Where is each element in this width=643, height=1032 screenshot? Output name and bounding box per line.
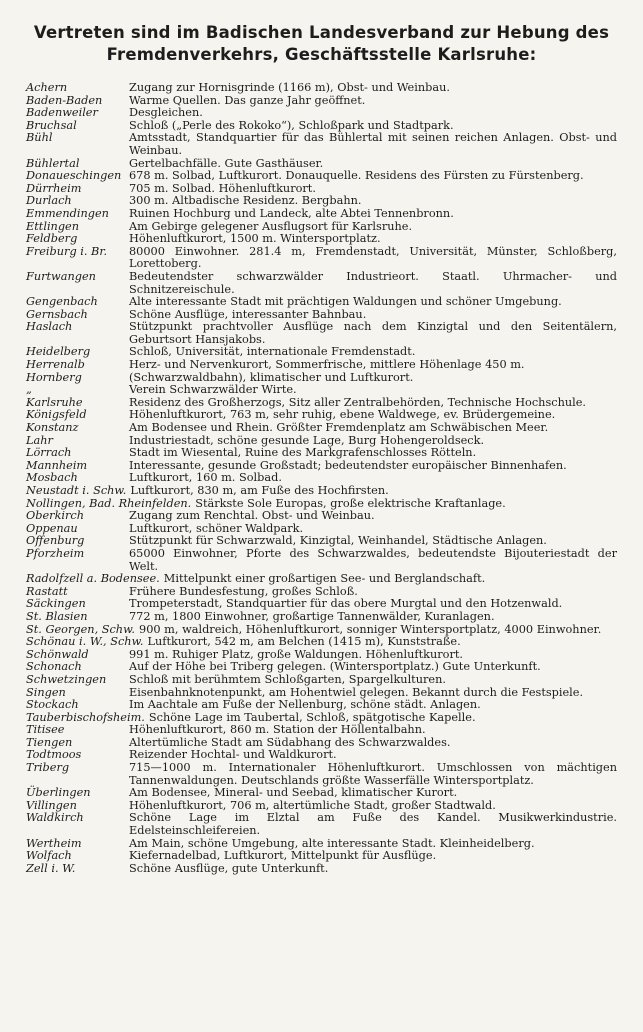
- list-item: [26, 674, 617, 687]
- place-description: Am Bodensee und Rhein. Größter Fremdenplatz am Schwäbischen Meer.: [129, 421, 549, 435]
- place-name: Lörrach: [26, 446, 72, 460]
- place-name: Furtwangen: [26, 269, 96, 283]
- place-name: Lahr: [26, 433, 53, 447]
- place-name: Konstanz: [26, 421, 79, 435]
- place-description: Frühere Bundesfestung, großes Schloß.: [129, 584, 358, 598]
- place-name: Pforzheim: [26, 546, 85, 560]
- list-item: [26, 132, 617, 157]
- place-description: Mittelpunkt einer großartigen See- und Berglandschaft.: [163, 572, 486, 586]
- place-name: Bruchsal: [26, 118, 77, 132]
- place-description: Warme Quellen. Das ganze Jahr geöffnet.: [129, 93, 366, 107]
- place-name: Bühl: [26, 131, 53, 145]
- place-name: Bühlertal: [26, 156, 80, 170]
- place-name: Singen: [26, 685, 66, 699]
- place-name: Schönau i. W., Schw.: [26, 635, 144, 649]
- place-description: 65000 Einwohner, Pforte des Schwarzwaldes, bedeutendste Bijouteriestadt der Welt.: [129, 546, 617, 573]
- place-description: Altertümliche Stadt am Südabhang des Schwarzwaldes.: [129, 735, 451, 749]
- places-list: [26, 82, 617, 875]
- place-description: 991 m. Ruhiger Platz, große Waldungen. Höhenluftkurort.: [129, 647, 463, 661]
- place-name: Feldberg: [26, 232, 78, 246]
- place-name: St. Blasien: [26, 609, 88, 623]
- place-description: Herz- und Nervenkurort, Sommerfrische, mittlere Höhenlage 450 m.: [129, 358, 525, 372]
- place-description: Luftkurort, 830 m, am Fuße des Hochfirsten.: [130, 484, 389, 497]
- place-description: 80000 Einwohner. 281.4 m, Fremdenstadt, Universität, Münster, Schloßberg, Lorettoberg.: [129, 244, 617, 271]
- place-description: 300 m. Altbadische Residenz. Bergbahn.: [129, 194, 362, 208]
- place-name: Haslach: [26, 320, 73, 334]
- place-name: Titisee: [26, 723, 65, 737]
- place-description: Stärkste Sole Europas, große elektrische Kraftanlage.: [195, 496, 506, 510]
- place-name: Gengenbach: [26, 295, 98, 309]
- place-name: Badenweiler: [26, 106, 98, 120]
- place-name: Todtmoos: [26, 748, 82, 762]
- place-name: Mosbach: [26, 471, 78, 485]
- place-description: Zugang zur Hornisgrinde (1166 m), Obst- und Weinbau.: [129, 81, 450, 94]
- place-description: Luftkurort, schöner Waldpark.: [129, 521, 304, 535]
- place-description: Residenz des Großherzogs, Sitz aller Zentralbehörden, Technische Hochschule.: [129, 395, 587, 409]
- place-name: Schönwald: [26, 647, 89, 661]
- list-item: [26, 548, 617, 573]
- place-name: Oppenau: [26, 521, 78, 535]
- place-description: 678 m. Solbad, Luftkurort. Donauquelle. Residens des Fürsten zu Fürstenberg.: [129, 169, 584, 183]
- place-name: Säckingen: [26, 597, 86, 611]
- place-description: 900 m, waldreich, Höhenluftkurort, sonniger Wintersportplatz, 4000 Einwohner.: [139, 622, 602, 636]
- place-name: Nollingen, Bad. Rheinfelden.: [26, 496, 192, 510]
- list-item: [26, 372, 617, 385]
- list-item: [26, 699, 617, 712]
- place-description: Stützpunkt für Schwarzwald, Kinzigtal, Weinhandel, Städtische Anlagen.: [129, 534, 547, 548]
- page-heading: [26, 22, 617, 66]
- heading-line-1: Vertreten sind im Badischen Landesverband zur Hebung des: [33, 23, 610, 42]
- place-description: (Schwarzwaldbahn), klimatischer und Luftkurort.: [129, 370, 414, 384]
- place-description: Auf der Höhe bei Triberg gelegen. (Wintersportplatz.) Gute Unterkunft.: [129, 660, 541, 674]
- place-description: Bedeutendster schwarzwälder Industrieort. Staatl. Uhrmacher- und Schnitzereischule.: [129, 269, 617, 296]
- place-description: 705 m. Solbad. Höhenluftkurort.: [129, 181, 316, 195]
- place-description: Schöne Lage im Elztal am Fuße des Kandel. Musikwerkindustrie. Edelsteinschleifereien.: [129, 811, 617, 838]
- place-description: Zugang zum Renchtal. Obst- und Weinbau.: [129, 509, 375, 523]
- place-name: Hornberg: [26, 370, 82, 384]
- place-description: Trompeterstadt, Standquartier für das obere Murgtal und den Hotzenwald.: [129, 597, 563, 611]
- list-item: [26, 510, 617, 523]
- list-item: [26, 573, 617, 586]
- place-description: Stadt im Wiesental, Ruine des Markgrafenschlosses Rötteln.: [129, 446, 477, 460]
- place-description: Industriestadt, schöne gesunde Lage, Burg Hohengeroldseck.: [129, 433, 485, 447]
- place-description: Reizender Hochtal- und Waldkurort.: [129, 748, 337, 762]
- place-description: Luftkurort, 542 m, am Belchen (1415 m), Kunststraße.: [147, 635, 461, 649]
- place-name: Radolfzell a. Bodensee.: [26, 572, 160, 586]
- place-name: Mannheim: [26, 458, 88, 472]
- place-description: Am Main, schöne Umgebung, alte interessante Stadt. Kleinheidelberg.: [129, 836, 535, 850]
- place-name: Freiburg i. Br.: [26, 244, 108, 258]
- place-description: Alte interessante Stadt mit prächtigen Waldungen und schöner Umgebung.: [129, 295, 562, 309]
- place-description: Luftkurort, 160 m. Solbad.: [129, 471, 282, 485]
- place-description: 772 m, 1800 Einwohner, großartige Tannenwälder, Kuranlagen.: [129, 609, 495, 623]
- list-item: [26, 762, 617, 787]
- place-name: Herrenalb: [26, 358, 85, 372]
- place-description: Höhenluftkurort, 1500 m. Wintersportplatz.: [129, 232, 381, 246]
- place-name: Donaueschingen: [26, 169, 122, 183]
- place-description: Ruinen Hochburg und Landeck, alte Abtei Tennenbronn.: [129, 206, 454, 220]
- list-item: [26, 359, 617, 372]
- list-item: [26, 863, 617, 876]
- list-item: [26, 611, 617, 624]
- place-name: Triberg: [26, 761, 70, 775]
- place-name: Gernsbach: [26, 307, 88, 321]
- place-name: Neustadt i. Schw.: [26, 484, 127, 497]
- place-description: Schöne Ausflüge, gute Unterkunft.: [129, 861, 329, 875]
- place-description: Schöne Lage im Taubertal, Schloß, spätgotische Kapelle.: [148, 710, 476, 724]
- place-name: „: [26, 383, 32, 397]
- list-item: [26, 246, 617, 271]
- place-name: Baden-Baden: [26, 93, 103, 107]
- place-description: Gertelbachfälle. Gute Gasthäuser.: [129, 156, 324, 170]
- place-name: Karlsruhe: [26, 395, 83, 409]
- list-item: [26, 787, 617, 800]
- place-name: Oberkirch: [26, 509, 85, 523]
- place-description: Schöne Ausflüge, interessanter Bahnbau.: [129, 307, 367, 321]
- place-description: Desgleichen.: [129, 106, 203, 120]
- list-item: [26, 460, 617, 473]
- place-description: Höhenluftkurort, 706 m, altertümliche Stadt, großer Stadtwald.: [129, 798, 496, 812]
- list-item: [26, 422, 617, 435]
- place-description: Interessante, gesunde Großstadt; bedeutendster europäischer Binnenhafen.: [129, 458, 567, 472]
- place-description: Höhenluftkurort, 860 m. Station der Höllentalbahn.: [129, 723, 426, 737]
- place-name: Rastatt: [26, 584, 68, 598]
- place-description: Verein Schwarzwälder Wirte.: [129, 383, 297, 397]
- place-name: Villingen: [26, 798, 77, 812]
- list-item: [26, 636, 617, 649]
- place-name: Heidelberg: [26, 345, 91, 359]
- list-item: [26, 170, 617, 183]
- list-item: [26, 208, 617, 221]
- place-name: Wolfach: [26, 849, 72, 863]
- place-description: Im Aachtale am Fuße der Nellenburg, schöne städt. Anlagen.: [129, 698, 481, 712]
- place-name: Waldkirch: [26, 811, 84, 825]
- place-name: Offenburg: [26, 534, 85, 548]
- list-item: [26, 296, 617, 309]
- place-description: 715—1000 m. Internationaler Höhenluftkurort. Umschlossen von mächtigen Tannenwaldungen. Deutschlands größte Wasserfälle Wintersportplatz.: [129, 761, 617, 787]
- list-item: [26, 485, 617, 498]
- list-item: [26, 384, 617, 397]
- list-item: [26, 447, 617, 460]
- place-name: Durlach: [26, 194, 72, 208]
- list-item: [26, 233, 617, 246]
- place-name: Dürrheim: [26, 181, 82, 195]
- place-description: Kiefernadelbad, Luftkurort, Mittelpunkt für Ausflüge.: [129, 849, 437, 863]
- heading-line-2: Fremdenverkehrs, Geschäftsstelle Karlsruhe:: [106, 45, 537, 64]
- place-name: Zell i. W.: [26, 861, 76, 875]
- place-name: St. Georgen, Schw.: [26, 622, 136, 636]
- place-description: Stützpunkt prachtvoller Ausflüge nach dem Kinzigtal und den Seitentälern, Geburtsort Hansjakobs.: [129, 320, 617, 346]
- list-item: [26, 321, 617, 346]
- place-name: Stockach: [26, 698, 79, 712]
- place-name: Emmendingen: [26, 206, 109, 220]
- list-item: [26, 850, 617, 863]
- place-description: Schloß („Perle des Rokoko“), Schloßpark und Stadtpark.: [129, 118, 454, 132]
- place-name: Schwetzingen: [26, 672, 107, 686]
- list-item: [26, 271, 617, 296]
- place-name: Tauberbischofsheim.: [26, 710, 145, 724]
- list-item: [26, 107, 617, 120]
- place-name: Überlingen: [26, 786, 91, 800]
- list-item: [26, 82, 617, 95]
- place-description: Schloß, Universität, internationale Fremdenstadt.: [129, 345, 416, 359]
- place-description: Am Gebirge gelegener Ausflugsort für Karlsruhe.: [129, 219, 413, 233]
- place-name: Ettlingen: [26, 219, 80, 233]
- list-item: [26, 95, 617, 108]
- place-name: Achern: [26, 81, 68, 94]
- place-name: Tiengen: [26, 735, 73, 749]
- place-name: Königsfeld: [26, 408, 87, 422]
- place-description: Schloß mit berühmtem Schloßgarten, Spargelkulturen.: [129, 672, 446, 686]
- list-item: [26, 724, 617, 737]
- place-description: Eisenbahnknotenpunkt, am Hohentwiel gelegen. Bekannt durch die Festspiele.: [129, 685, 584, 699]
- place-name: Wertheim: [26, 836, 82, 850]
- place-description: Amtsstadt, Standquartier für das Bühlertal mit seinen reichen Anlagen. Obst- und Weinbau.: [129, 131, 617, 157]
- place-description: Am Bodensee, Mineral- und Seebad, klimatischer Kurort.: [129, 786, 458, 800]
- place-name: Schonach: [26, 660, 82, 674]
- list-item: [26, 812, 617, 837]
- place-description: Höhenluftkurort, 763 m, sehr ruhig, ebene Waldwege, ev. Brüdergemeine.: [129, 408, 556, 422]
